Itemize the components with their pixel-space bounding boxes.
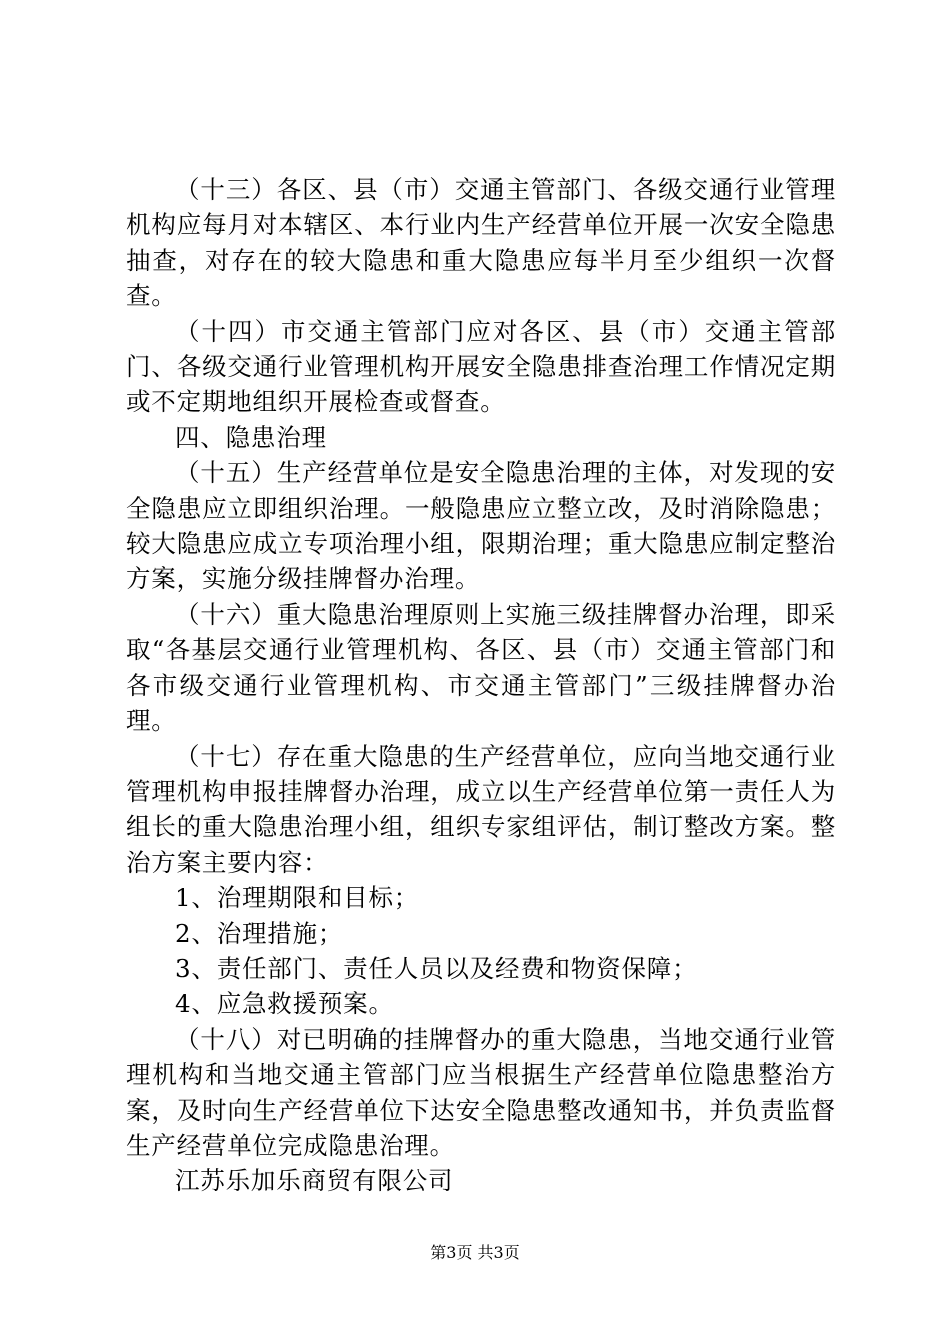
paragraph-16: （十六）重大隐患治理原则上实施三级挂牌督办治理，即采取“各基层交通行业管理机构、各区、县（市）交通主管部门和各市级交通行业管理机构、市交通主管部门”三级挂牌督办治理。 (126, 599, 836, 736)
list-item-1: 1、治理期限和目标； (175, 883, 420, 913)
section-heading-hazard-treatment: 四、隐患治理 (175, 422, 327, 452)
company-signature: 江苏乐加乐商贸有限公司 (175, 1166, 454, 1196)
document-body (126, 172, 836, 1199)
paragraph-13: （十三）各区、县（市）交通主管部门、各级交通行业管理机构应每月对本辖区、本行业内生产经营单位开展一次安全隐患抽查，对存在的较大隐患和重大隐患应每半月至少组织一次督查。 (126, 175, 836, 311)
paragraph-14: （十四）市交通主管部门应对各区、县（市）交通主管部门、各级交通行业管理机构开展安全隐患排查治理工作情况定期或不定期地组织开展检查或督查。 (126, 316, 836, 417)
list-item-2: 2、治理措施； (175, 918, 344, 948)
paragraph-17: （十七）存在重大隐患的生产经营单位，应向当地交通行业管理机构申报挂牌督办治理，成立以生产经营单位第一责任人为组长的重大隐患治理小组，组织专家组评估，制订整改方案。整治方案主要内容： (126, 741, 836, 877)
paragraph-15: （十五）生产经营单位是安全隐患治理的主体，对发现的安全隐患应立即组织治理。一般隐患应立整立改，及时消除隐患；较大隐患应成立专项治理小组，限期治理；重大隐患应制定整治方案，实施分级挂牌督办治理。 (126, 458, 836, 594)
list-item-3: 3、责任部门、责任人员以及经费和物资保障； (175, 953, 698, 983)
list-item-4: 4、应急救援预案。 (175, 989, 394, 1019)
page-footer: 第3页 共3页 (430, 1243, 520, 1262)
paragraph-18: （十八）对已明确的挂牌督办的重大隐患，当地交通行业管理机构和当地交通主管部门应当根据生产经营单位隐患整治方案，及时向生产经营单位下达安全隐患整改通知书，并负责监督生产经营单位完成隐患治理。 (126, 1024, 836, 1160)
